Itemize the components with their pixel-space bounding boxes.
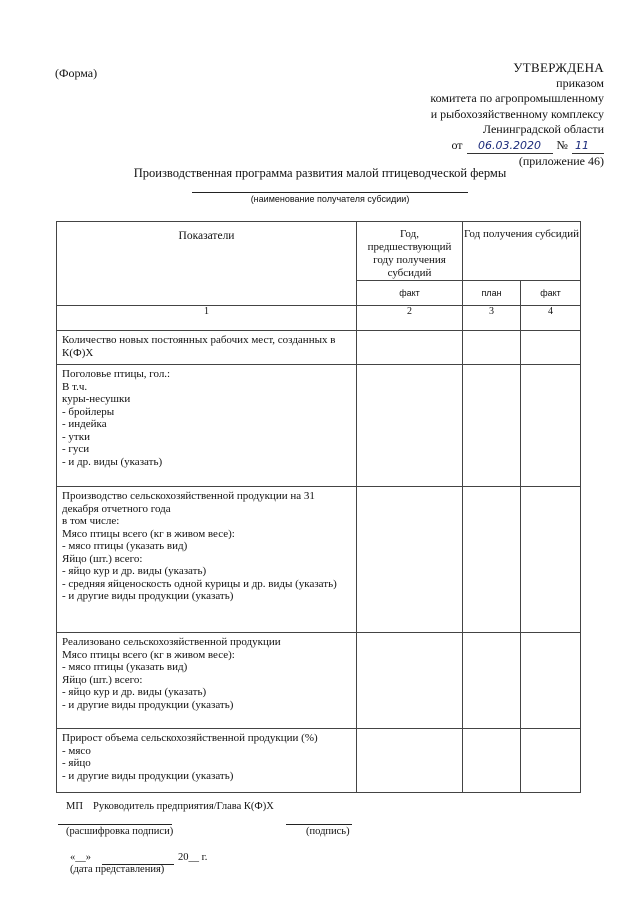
subheader-fact: факт <box>357 281 463 306</box>
indicator-line: - бройлеры <box>62 405 115 418</box>
program-table <box>56 221 581 793</box>
value-cell[interactable] <box>463 633 521 729</box>
order-date-handwritten: 06.03.2020 <box>467 138 553 155</box>
date-caption: (дата представления) <box>70 864 165 875</box>
indicator-line: в том числе: <box>62 515 120 527</box>
indicator-line: - мясо птицы (указать вид) <box>62 661 188 673</box>
decode-caption: (расшифровка подписи) <box>66 826 174 837</box>
indicator-cell <box>57 365 357 487</box>
indicator-line: - гуси <box>62 443 90 455</box>
indicator-line: Мясо птицы всего (кг в живом весе): <box>62 648 235 661</box>
header-prev-year: Год, предшествующий году получения субсидий <box>357 222 463 281</box>
value-cell[interactable] <box>521 729 581 793</box>
indicator-line: Мясо птицы всего (кг в живом весе): <box>62 527 235 540</box>
indicator-line: В т.ч. <box>62 380 88 393</box>
head-label: Руководитель предприятия/Глава К(Ф)Х <box>93 801 274 812</box>
indicator-line: Поголовье птицы, гол.: <box>62 368 171 380</box>
order-number-handwritten: 11 <box>572 138 604 155</box>
value-cell[interactable] <box>521 487 581 633</box>
approval-block <box>430 60 604 170</box>
date-year: 20__ г. <box>178 852 208 863</box>
indicator-cell <box>57 729 357 793</box>
indicator-line: - и другие виды продукции (указать) <box>62 698 234 711</box>
table-row <box>57 633 581 729</box>
value-cell[interactable] <box>463 729 521 793</box>
header-indicators: Показатели <box>57 222 357 306</box>
value-cell[interactable] <box>463 365 521 487</box>
indicator-line: Яйцо (шт.) всего: <box>62 673 143 686</box>
column-number: 1 <box>57 306 357 331</box>
column-number: 2 <box>357 306 463 331</box>
indicator-line: - индейка <box>62 418 107 430</box>
approval-heading: УТВЕРЖДЕНА <box>513 60 604 75</box>
value-cell[interactable] <box>521 365 581 487</box>
table-row <box>57 487 581 633</box>
indicator-cell <box>57 487 357 633</box>
approval-line: комитета по агропромышленному <box>430 91 604 105</box>
column-number: 4 <box>521 306 581 331</box>
approval-line: приказом <box>556 75 604 90</box>
decode-signature-line[interactable] <box>58 824 172 825</box>
table-header-row <box>57 222 581 281</box>
table-row <box>57 729 581 793</box>
approval-line: и рыбохозяйственному комплексу <box>430 106 604 121</box>
indicator-line: Количество новых постоянных рабочих мест, созданных в К(Ф)Х <box>62 334 336 359</box>
stamp-label: МП <box>66 801 83 812</box>
value-cell[interactable] <box>357 365 463 487</box>
signature-line[interactable] <box>286 824 352 825</box>
value-cell[interactable] <box>521 633 581 729</box>
indicator-cell <box>57 331 357 365</box>
value-cell[interactable] <box>463 331 521 365</box>
recipient-name-line <box>192 192 468 193</box>
document-title: Производственная программа развития малой птицеводческой фермы <box>133 166 507 180</box>
value-cell[interactable] <box>357 633 463 729</box>
column-numbers-row <box>57 306 581 331</box>
header-subsidy-year: Год получения субсидий <box>463 222 581 281</box>
table-row <box>57 365 581 487</box>
indicator-line: - и другие виды продукции (указать) <box>62 769 234 782</box>
form-label: (Форма) <box>55 66 98 80</box>
value-cell[interactable] <box>463 487 521 633</box>
recipient-caption: (наименование получателя субсидии) <box>250 194 410 204</box>
indicator-line: Производство сельскохозяйственной продукции на 31 декабря отчетного года <box>62 490 315 515</box>
indicator-line: - средняя яйценоскость одной курицы и др. виды (указать) <box>62 577 337 590</box>
indicator-line: Реализовано сельскохозяйственной продукции <box>62 636 281 648</box>
indicator-line: - и др. виды (указать) <box>62 455 163 468</box>
subheader-fact: факт <box>521 281 581 306</box>
indicator-cell <box>57 633 357 729</box>
value-cell[interactable] <box>521 331 581 365</box>
indicator-line: - яйцо <box>62 757 91 769</box>
table-row <box>57 331 581 365</box>
order-prefix: от <box>451 137 463 152</box>
indicator-line: - яйцо кур и др. виды (указать) <box>62 686 207 698</box>
order-reference <box>430 138 604 155</box>
indicator-line: Прирост объема сельскохозяйственной продукции (%) <box>62 732 318 744</box>
date-day: «__» <box>70 852 91 863</box>
value-cell[interactable] <box>357 331 463 365</box>
order-number-label: № <box>556 137 568 152</box>
indicator-line: - яйцо кур и др. виды (указать) <box>62 565 207 577</box>
value-cell[interactable] <box>357 729 463 793</box>
indicator-line: - утки <box>62 430 90 443</box>
column-number: 3 <box>463 306 521 331</box>
subheader-plan: план <box>463 281 521 306</box>
appendix-label: (приложение 46) <box>518 154 604 168</box>
approval-line: Ленинградской области <box>482 122 604 136</box>
signature-caption: (подпись) <box>306 826 350 837</box>
indicator-line: - мясо птицы (указать вид) <box>62 540 188 552</box>
indicator-line: куры-несушки <box>62 393 131 405</box>
indicator-line: - и другие виды продукции (указать) <box>62 590 234 602</box>
value-cell[interactable] <box>357 487 463 633</box>
indicator-line: Яйцо (шт.) всего: <box>62 552 143 565</box>
indicator-line: - мясо <box>62 744 91 757</box>
